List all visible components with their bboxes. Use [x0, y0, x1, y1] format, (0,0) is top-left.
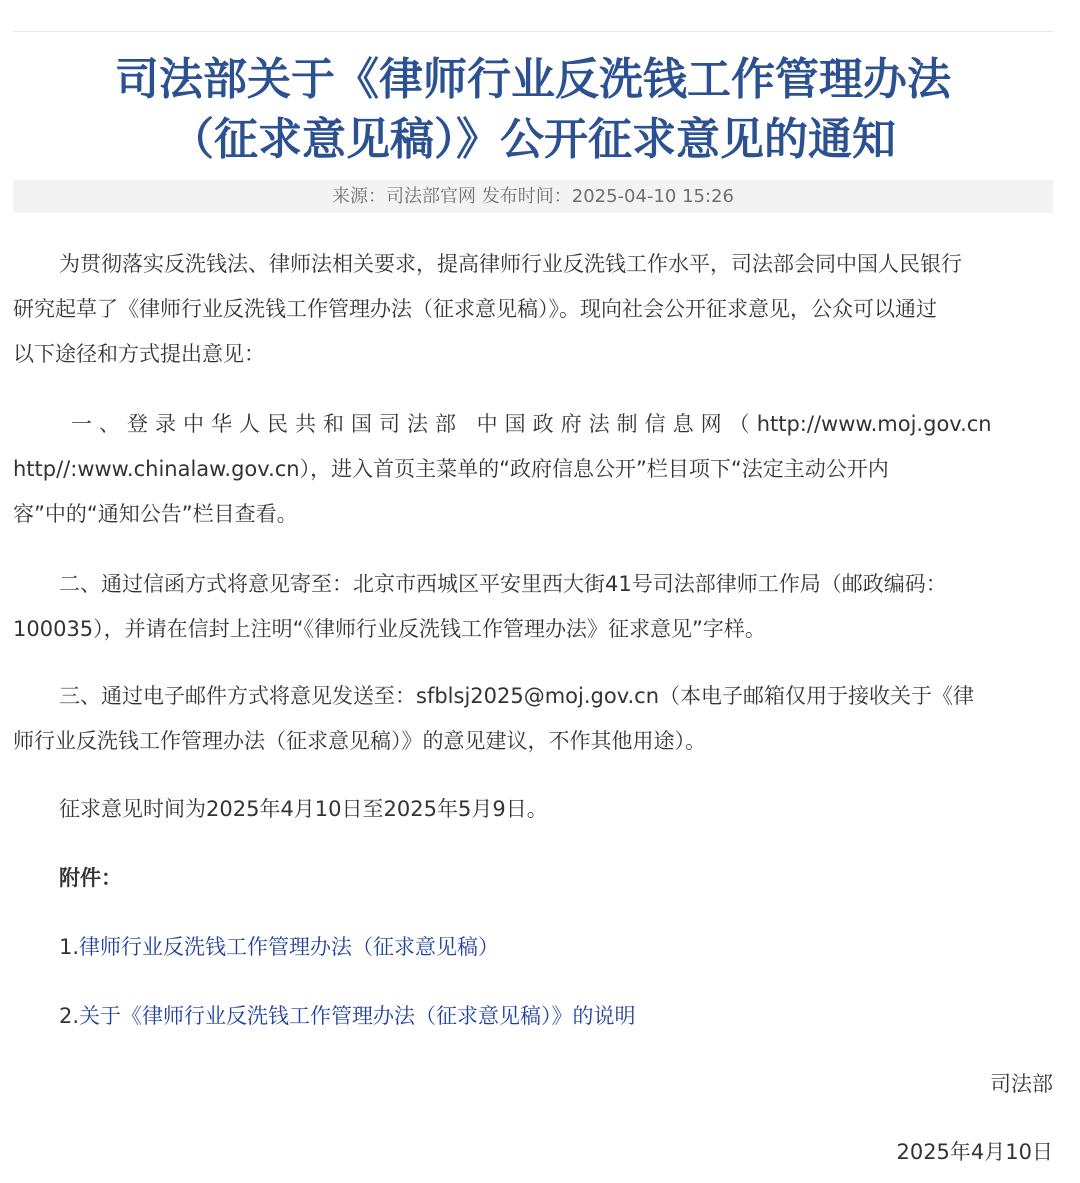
item-2-line-2: 100035），并请在信封上注明“《律师行业反洗钱工作管理办法》征求意见”字样。	[13, 617, 766, 641]
item-1-line-2: ），进入首页主菜单的“政府信息公开”栏目项下“法定主动公开内	[299, 457, 889, 481]
attachment-item-2	[13, 994, 1053, 1039]
attachment-item-1	[13, 925, 1053, 970]
comment-period	[13, 787, 1053, 832]
item-2-line-1: 二、通过信函方式将意见寄至：北京市西城区平安里西大街41号司法部律师工作局（邮政编码：	[59, 572, 947, 596]
item-3-paragraph	[13, 674, 1053, 764]
title-line-2: （征求意见稿）》公开征求意见的通知	[170, 114, 896, 165]
attachments-heading	[13, 856, 1053, 901]
intro-line-3: 以下途径和方式提出意见：	[13, 342, 265, 366]
chinalaw-url: http//:www.chinalaw.gov.cn	[13, 457, 300, 481]
title-line-1: 司法部关于《律师行业反洗钱工作管理办法	[115, 54, 951, 105]
article-page	[13, 0, 1053, 1183]
item-1-paragraph	[13, 402, 1053, 537]
item-3-line-2: 师行业反洗钱工作管理办法（征求意见稿）》的意见建议，不作其他用途）。	[13, 729, 706, 753]
intro-paragraph	[13, 242, 1053, 377]
attachments-label: 附件：	[59, 866, 122, 890]
contact-email: sfblsj2025@moj.gov.cn	[416, 684, 660, 708]
comment-period-text: 征求意见时间为2025年4月10日至2025年5月9日。	[59, 797, 548, 821]
attachment-1-number: 1.	[59, 935, 80, 959]
intro-line-2: 研究起草了《律师行业反洗钱工作管理办法（征求意见稿）》。现向社会公开征求意见，公众可以通过	[13, 297, 937, 321]
intro-line-1: 为贯彻落实反洗钱法、律师法相关要求，提高律师行业反洗钱工作水平，司法部会同中国人民银行	[59, 252, 962, 276]
item-3-prefix: 三、通过电子邮件方式将意见发送至：	[59, 684, 416, 708]
item-2-paragraph	[13, 562, 1053, 652]
moj-url: http://www.moj.gov.cn	[756, 412, 992, 436]
item-1-line-3: 容”中的“通知公告”栏目查看。	[13, 502, 298, 526]
article-title	[13, 50, 1053, 170]
item-1-line-1: 一、登录中华人民共和国司法部 中国政府法制信息网（	[71, 412, 757, 436]
top-divider	[13, 31, 1053, 32]
attachment-2-number: 2.	[59, 1004, 80, 1028]
item-3-suffix: （本电子邮箱仅用于接收关于《律	[659, 684, 975, 708]
attachment-1-link[interactable]: 律师行业反洗钱工作管理办法（征求意见稿）	[79, 935, 500, 959]
signature-date: 2025年4月10日	[896, 1140, 1053, 1164]
source-publish-bar: 来源：司法部官网 发布时间：2025-04-10 15:26	[13, 180, 1053, 213]
signature-org: 司法部	[990, 1072, 1053, 1096]
attachment-2-link[interactable]: 关于《律师行业反洗钱工作管理办法（征求意见稿）》的说明	[79, 1004, 636, 1028]
